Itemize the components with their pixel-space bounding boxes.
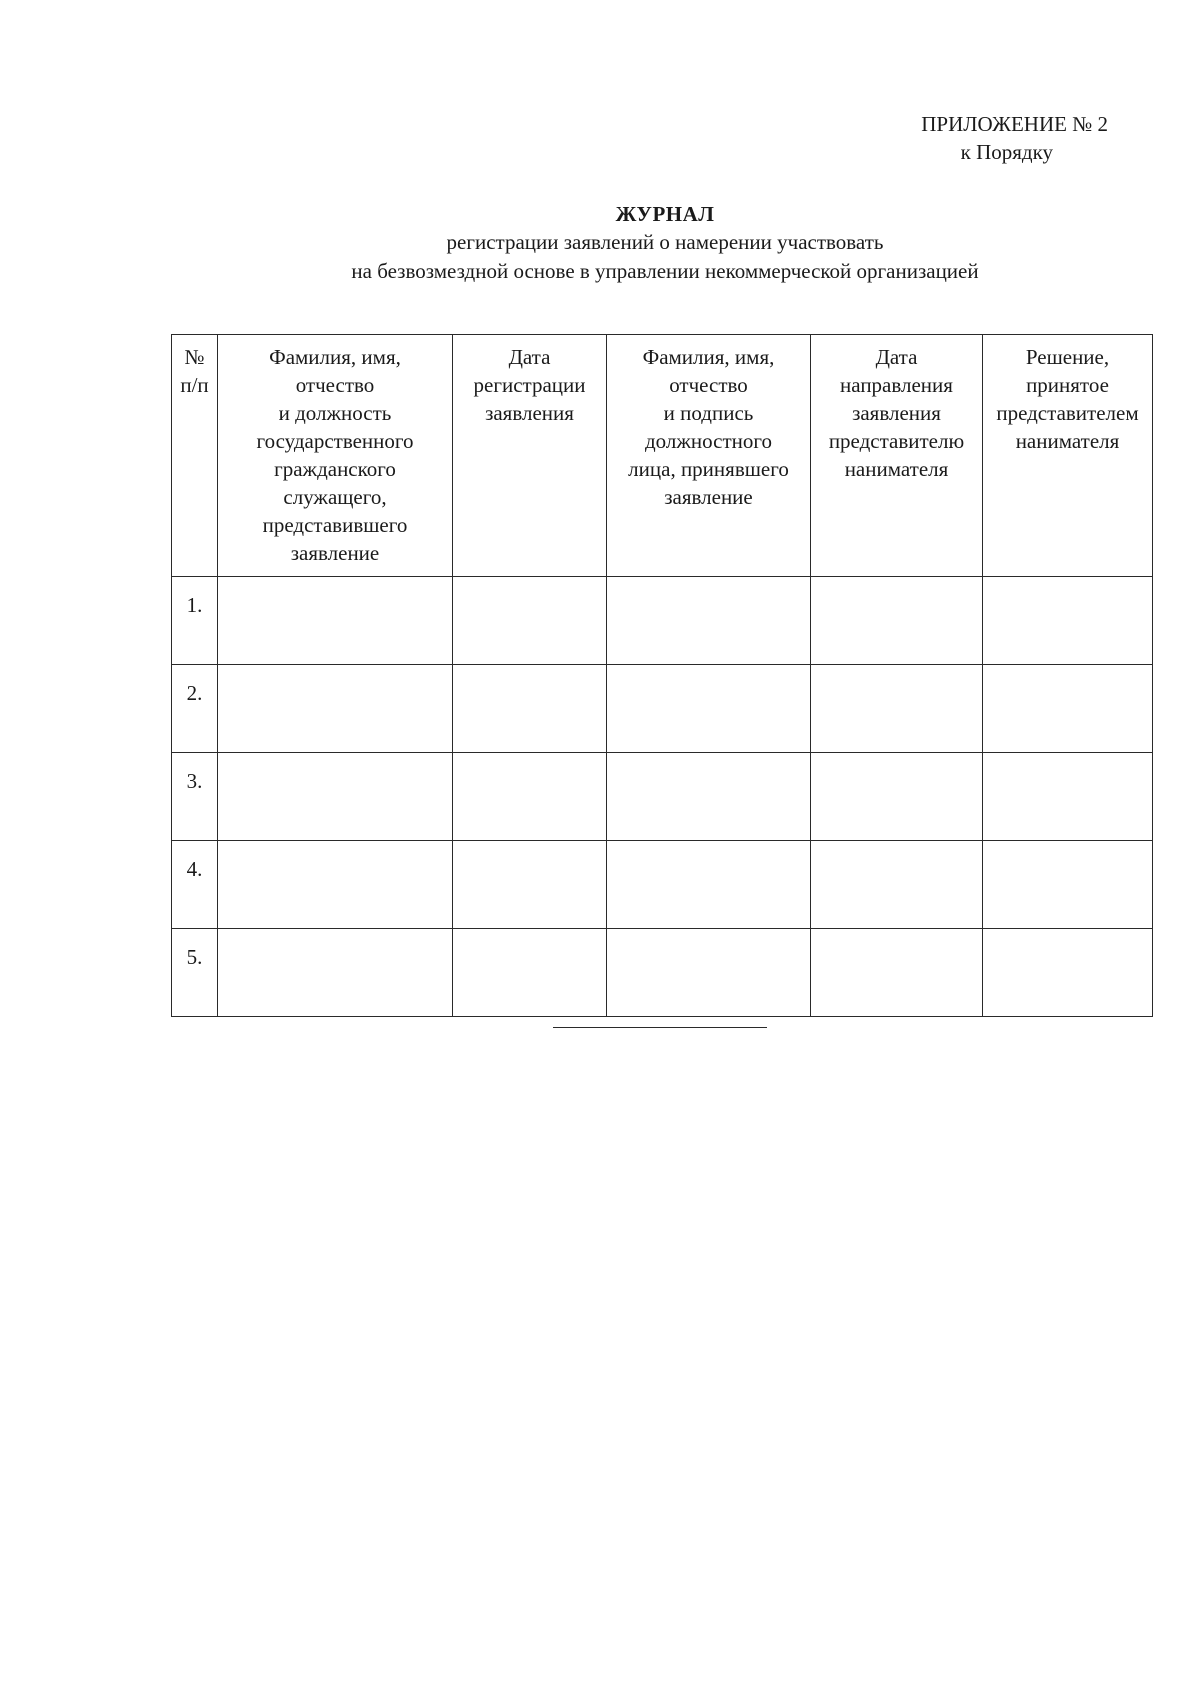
row-number-cell: 2.	[172, 665, 218, 753]
header-text-line: лица, принявшего	[628, 457, 789, 481]
header-receiver-name	[607, 335, 811, 577]
empty-entry-cell	[453, 841, 607, 929]
appendix-target: к Порядку	[960, 140, 1053, 164]
header-text-line: заявления	[852, 401, 941, 425]
header-text-line: гражданского	[274, 457, 396, 481]
header-employee-name	[218, 335, 453, 577]
empty-entry-cell	[983, 929, 1153, 1017]
header-text-line: Фамилия, имя,	[642, 345, 775, 369]
empty-entry-cell	[607, 841, 811, 929]
header-text-line: служащего,	[283, 485, 387, 509]
header-text-line: направления	[840, 373, 953, 397]
header-text-line: принятое	[1026, 373, 1109, 397]
header-registration-date	[453, 335, 607, 577]
table-row	[172, 577, 1153, 665]
empty-entry-cell	[607, 753, 811, 841]
empty-entry-cell	[218, 577, 453, 665]
document-title: ЖУРНАЛ	[615, 202, 715, 226]
empty-entry-cell	[607, 577, 811, 665]
header-text-line: заявление	[290, 541, 380, 565]
header-text-line: №	[184, 345, 205, 369]
empty-entry-cell	[983, 753, 1153, 841]
header-text-line: государственного	[256, 429, 414, 453]
empty-entry-cell	[811, 753, 983, 841]
empty-entry-cell	[811, 665, 983, 753]
empty-entry-cell	[218, 665, 453, 753]
header-text-line: нанимателя	[1015, 429, 1120, 453]
header-text-line: нанимателя	[844, 457, 949, 481]
header-text-line: Фамилия, имя,	[269, 345, 401, 369]
end-divider-line	[553, 1027, 767, 1028]
registration-journal-table	[171, 334, 1153, 1017]
table-header-row	[172, 335, 1153, 577]
empty-entry-cell	[983, 665, 1153, 753]
header-text-line: представителю	[828, 429, 965, 453]
empty-entry-cell	[453, 577, 607, 665]
header-text-line: и должность	[278, 401, 392, 425]
header-number	[172, 335, 218, 577]
row-number-cell: 1.	[172, 577, 218, 665]
empty-entry-cell	[453, 665, 607, 753]
header-text-line: должностного	[645, 429, 772, 453]
header-text-line: Дата	[508, 345, 551, 369]
header-decision	[983, 335, 1153, 577]
empty-entry-cell	[218, 753, 453, 841]
empty-entry-cell	[218, 929, 453, 1017]
document-subtitle-line-1: регистрации заявлений о намерении участвовать	[446, 230, 884, 254]
header-text-line: отчество	[295, 373, 375, 397]
header-forward-date	[811, 335, 983, 577]
empty-entry-cell	[811, 841, 983, 929]
header-text-line: представителем	[996, 401, 1139, 425]
empty-entry-cell	[607, 929, 811, 1017]
header-text-line: представившего	[262, 513, 408, 537]
header-text-line: и подпись	[663, 401, 754, 425]
title-block	[0, 200, 1200, 286]
empty-entry-cell	[218, 841, 453, 929]
row-number-cell: 3.	[172, 753, 218, 841]
appendix-reference	[921, 110, 1108, 166]
header-text-line: отчество	[669, 373, 748, 397]
header-text-line: регистрации	[473, 373, 586, 397]
row-number-cell: 5.	[172, 929, 218, 1017]
empty-entry-cell	[607, 665, 811, 753]
table-body	[172, 577, 1153, 1017]
empty-entry-cell	[811, 577, 983, 665]
row-number-cell: 4.	[172, 841, 218, 929]
table-row	[172, 929, 1153, 1017]
empty-entry-cell	[453, 753, 607, 841]
header-text-line: Решение,	[1025, 345, 1110, 369]
appendix-number: ПРИЛОЖЕНИЕ № 2	[921, 112, 1108, 136]
document-subtitle-line-2: на безвозмездной основе в управлении некоммерческой организацией	[351, 259, 979, 283]
table-row	[172, 841, 1153, 929]
empty-entry-cell	[811, 929, 983, 1017]
header-text-line: заявления	[485, 401, 574, 425]
header-text-line: заявление	[664, 485, 753, 509]
header-text-line: Дата	[875, 345, 918, 369]
empty-entry-cell	[983, 841, 1153, 929]
empty-entry-cell	[453, 929, 607, 1017]
header-text-line: п/п	[180, 373, 209, 397]
table-row	[172, 665, 1153, 753]
table-row	[172, 753, 1153, 841]
empty-entry-cell	[983, 577, 1153, 665]
